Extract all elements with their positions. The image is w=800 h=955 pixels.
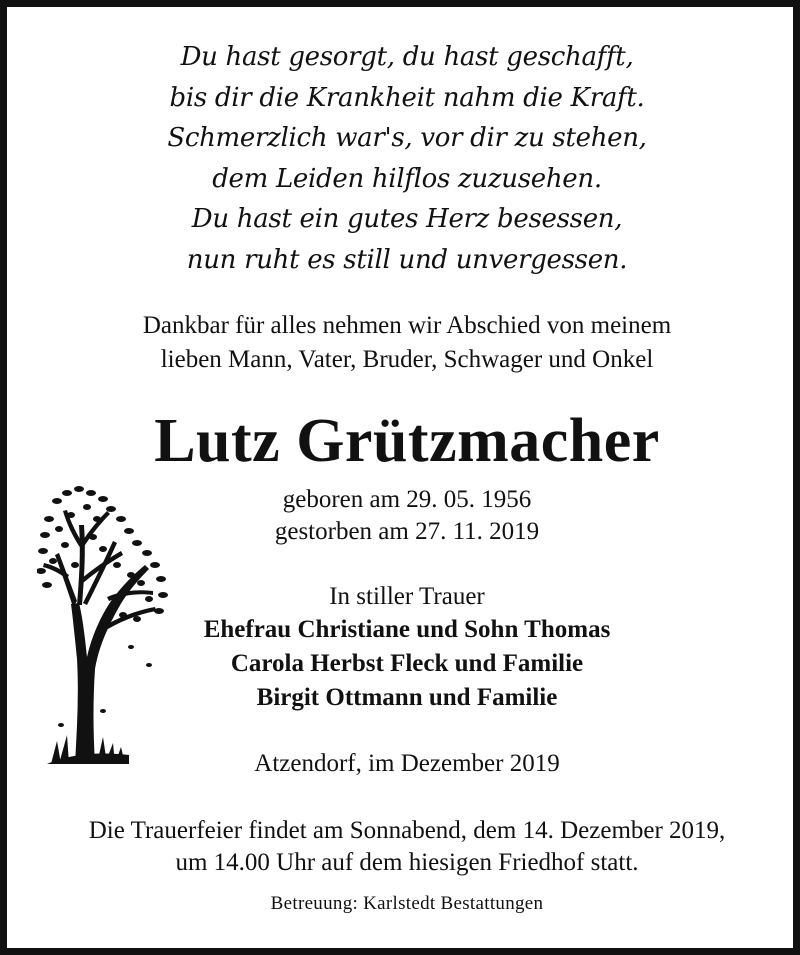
poem-line: Du hast ein gutes Herz besessen, — [191, 204, 623, 234]
farewell-intro — [7, 309, 800, 377]
poem-line: bis dir die Krankheit nahm die Kraft. — [169, 82, 645, 113]
mourner: Ehefrau Christiane und Sohn Thomas — [203, 616, 611, 643]
death-date: gestorben am 27. 11. 2019 — [274, 518, 540, 545]
intro-line: lieben Mann, Vater, Bruder, Schwager und Onkel — [160, 346, 654, 373]
funeral-service-info — [7, 815, 800, 879]
poem-line: Du hast gesorgt, du hast geschafft, — [180, 42, 634, 72]
poem-line: dem Leiden hilflos zuzusehen. — [212, 163, 602, 194]
service-line: Die Trauerfeier findet am Sonnabend, dem 14. Dezember 2019, — [88, 817, 726, 844]
service-line: um 14.00 Uhr auf dem hiesigen Friedhof statt. — [175, 849, 639, 876]
mourning-intro: In stiller Trauer — [329, 583, 485, 610]
poem-line: Schmerzlich war's, vor dir zu stehen, — [167, 123, 647, 153]
undertaker-credit: Betreuung: Karlstedt Bestattungen — [270, 893, 544, 914]
mourner: Birgit Ottmann und Familie — [256, 684, 558, 711]
poem — [7, 37, 800, 280]
place-date: Atzendorf, im Dezember 2019 — [254, 750, 560, 777]
mourner: Carola Herbst Fleck und Familie — [230, 650, 584, 677]
deceased-name: Lutz Grützmacher — [154, 407, 660, 475]
intro-line: Dankbar für alles nehmen wir Abschied von meinem — [142, 312, 672, 339]
mourners-list — [7, 613, 800, 715]
poem-line: nun ruht es still und unvergessen. — [186, 244, 628, 275]
birth-date: geboren am 29. 05. 1956 — [282, 486, 532, 513]
